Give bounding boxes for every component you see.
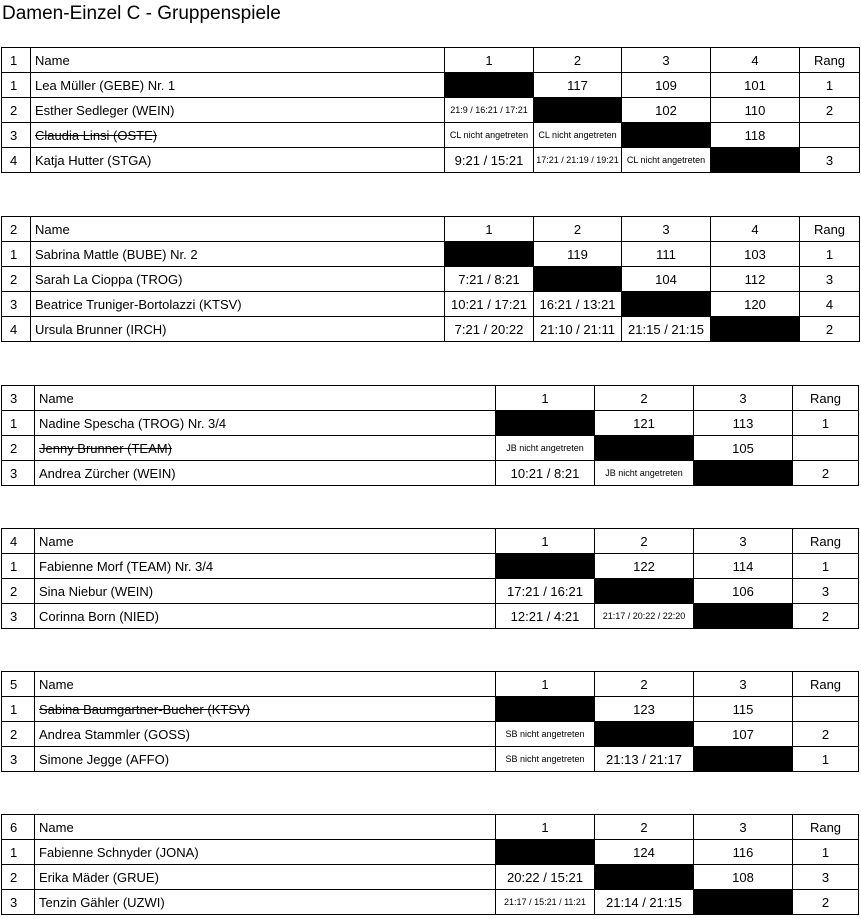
table-row [2,747,859,772]
group-number: 4 [2,529,35,554]
group-table-1 [1,47,860,173]
table-header-row [2,217,860,242]
player-name: Katja Hutter (STGA) [35,152,152,168]
table-row [2,436,859,461]
match-number-cell: 103 [711,242,800,267]
diagonal-blocked-cell [534,267,622,292]
opponent-column-header: 4 [711,217,800,242]
table-row [2,317,860,342]
match-result-cell: CL nicht angetreten [445,123,534,148]
player-number: 1 [2,73,31,98]
rank-column-header: Rang [793,815,859,840]
match-number-cell: 121 [595,411,694,436]
table-row [2,461,859,486]
match-number-cell: 115 [694,697,793,722]
opponent-column-header: 3 [694,386,793,411]
rank-cell: 3 [800,148,860,173]
match-number-cell: 106 [694,579,793,604]
rank-cell: 3 [793,865,859,890]
opponent-column-header: 2 [595,672,694,697]
player-number: 2 [2,267,31,292]
match-result-cell: 21:17 / 15:21 / 11:21 [496,890,595,915]
rank-cell: 1 [800,73,860,98]
group-number: 3 [2,386,35,411]
name-column-header: Name [31,48,445,73]
diagonal-blocked-cell [496,554,595,579]
player-name-withdrawn: Claudia Linsi (OSTE) [35,127,158,143]
player-number: 4 [2,148,31,173]
player-name: Tenzin Gähler (UZWI) [39,894,165,910]
player-name-cell [35,579,496,604]
table-row [2,73,860,98]
match-result-cell: 21:17 / 20:22 / 22:20 [595,604,694,629]
player-name: Ursula Brunner (IRCH) [35,321,167,337]
group-number: 5 [2,672,35,697]
match-number-cell: 111 [622,242,711,267]
group-number: 2 [2,217,31,242]
match-number-cell: 109 [622,73,711,98]
match-number-cell: 122 [595,554,694,579]
diagonal-blocked-cell [445,242,534,267]
player-name-cell [35,411,496,436]
diagonal-blocked-cell [711,148,800,173]
match-number-cell: 120 [711,292,800,317]
opponent-column-header: 1 [496,815,595,840]
player-name-cell [35,436,496,461]
match-number-cell: 105 [694,436,793,461]
diagonal-blocked-cell [534,98,622,123]
rank-cell: 1 [793,840,859,865]
opponent-column-header: 2 [595,815,694,840]
player-name: Beatrice Truniger-Bortolazzi (KTSV) [35,296,242,312]
opponent-column-header: 2 [534,48,622,73]
match-result-cell: 16:21 / 13:21 [534,292,622,317]
table-row [2,554,859,579]
table-row [2,890,859,915]
match-result-cell: SB nicht angetreten [496,722,595,747]
player-name: Sarah La Cioppa (TROG) [35,271,183,287]
table-row [2,98,860,123]
match-result-cell: 10:21 / 17:21 [445,292,534,317]
diagonal-blocked-cell [496,411,595,436]
opponent-column-header: 1 [496,529,595,554]
opponent-column-header: 3 [622,48,711,73]
opponent-column-header: 3 [694,815,793,840]
match-number-cell: 124 [595,840,694,865]
match-number-cell: 108 [694,865,793,890]
diagonal-blocked-cell [595,579,694,604]
player-name: Andrea Stammler (GOSS) [39,726,190,742]
diagonal-blocked-cell [622,123,711,148]
rank-cell: 2 [793,461,859,486]
player-number: 3 [2,461,35,486]
rank-column-header: Rang [800,48,860,73]
player-name-cell [35,722,496,747]
diagonal-blocked-cell [496,840,595,865]
table-header-row [2,386,859,411]
match-result-cell: 21:13 / 21:17 [595,747,694,772]
opponent-column-header: 2 [595,386,694,411]
group-number: 6 [2,815,35,840]
table-row [2,697,859,722]
match-result-cell: 21:14 / 21:15 [595,890,694,915]
match-number-cell: 114 [694,554,793,579]
opponent-column-header: 2 [534,217,622,242]
player-name-cell [35,747,496,772]
page-title: Damen-Einzel C - Gruppenspiele [2,3,281,24]
rank-cell: 1 [793,411,859,436]
match-result-cell: 17:21 / 16:21 [496,579,595,604]
table-header-row [2,48,860,73]
diagonal-blocked-cell [496,697,595,722]
rank-cell: 3 [800,267,860,292]
player-name: Nadine Spescha (TROG) Nr. 3/4 [39,415,227,431]
table-row [2,242,860,267]
rank-column-header: Rang [800,217,860,242]
group-table-3 [1,385,859,486]
player-name: Andrea Zürcher (WEIN) [39,465,176,481]
player-name: Simone Jegge (AFFO) [39,751,170,767]
match-result-cell: CL nicht angetreten [622,148,711,173]
match-result-cell: 7:21 / 20:22 [445,317,534,342]
opponent-column-header: 3 [622,217,711,242]
match-result-cell: JB nicht angetreten [595,461,694,486]
diagonal-blocked-cell [595,722,694,747]
player-number: 2 [2,865,35,890]
match-result-cell: 20:22 / 15:21 [496,865,595,890]
rank-column-header: Rang [793,672,859,697]
match-result-cell: 21:15 / 21:15 [622,317,711,342]
player-name-cell [31,317,445,342]
player-name: Lea Müller (GEBE) Nr. 1 [35,77,176,93]
match-result-cell: 10:21 / 8:21 [496,461,595,486]
rank-cell [800,123,860,148]
rank-cell: 1 [800,242,860,267]
match-number-cell: 110 [711,98,800,123]
player-name-cell [31,267,445,292]
player-name-cell [31,98,445,123]
diagonal-blocked-cell [595,865,694,890]
group-table-4 [1,528,859,629]
group-table-2 [1,216,860,342]
table-header-row [2,672,859,697]
rank-cell: 2 [793,890,859,915]
player-number: 1 [2,840,35,865]
player-number: 3 [2,292,31,317]
player-name: Corinna Born (NIED) [39,608,159,624]
player-name: Sina Niebur (WEIN) [39,583,154,599]
rank-cell: 2 [793,722,859,747]
player-name-cell [31,123,445,148]
match-number-cell: 101 [711,73,800,98]
player-number: 1 [2,697,35,722]
player-number: 2 [2,722,35,747]
diagonal-blocked-cell [694,890,793,915]
player-name-cell [31,73,445,98]
opponent-column-header: 1 [496,386,595,411]
table-row [2,292,860,317]
match-number-cell: 102 [622,98,711,123]
match-result-cell: 21:9 / 16:21 / 17:21 [445,98,534,123]
table-row [2,604,859,629]
match-number-cell: 113 [694,411,793,436]
rank-cell: 1 [793,554,859,579]
table-row [2,148,860,173]
table-row [2,123,860,148]
player-name: Fabienne Morf (TEAM) Nr. 3/4 [39,558,214,574]
rank-column-header: Rang [793,529,859,554]
opponent-column-header: 2 [595,529,694,554]
table-row [2,411,859,436]
table-row [2,865,859,890]
name-column-header: Name [35,386,496,411]
table-row [2,267,860,292]
table-row [2,722,859,747]
group-number: 1 [2,48,31,73]
opponent-column-header: 1 [496,672,595,697]
player-number: 2 [2,436,35,461]
player-name-cell [31,242,445,267]
diagonal-blocked-cell [445,73,534,98]
player-name-cell [35,697,496,722]
match-result-cell: SB nicht angetreten [496,747,595,772]
player-name-cell [31,148,445,173]
table-header-row [2,815,859,840]
name-column-header: Name [35,815,496,840]
match-number-cell: 118 [711,123,800,148]
rank-cell: 3 [793,579,859,604]
match-number-cell: 112 [711,267,800,292]
opponent-column-header: 3 [694,529,793,554]
diagonal-blocked-cell [622,292,711,317]
table-row [2,579,859,604]
match-result-cell: 17:21 / 21:19 / 19:21 [534,148,622,173]
diagonal-blocked-cell [694,747,793,772]
match-number-cell: 117 [534,73,622,98]
diagonal-blocked-cell [694,604,793,629]
player-name: Fabienne Schnyder (JONA) [39,844,199,860]
name-column-header: Name [35,672,496,697]
name-column-header: Name [35,529,496,554]
diagonal-blocked-cell [595,436,694,461]
name-column-header: Name [31,217,445,242]
opponent-column-header: 3 [694,672,793,697]
player-name: Esther Sedleger (WEIN) [35,102,175,118]
match-result-cell: 7:21 / 8:21 [445,267,534,292]
player-number: 1 [2,411,35,436]
player-number: 1 [2,554,35,579]
match-number-cell: 119 [534,242,622,267]
diagonal-blocked-cell [694,461,793,486]
player-number: 3 [2,890,35,915]
rank-cell: 2 [800,98,860,123]
player-number: 3 [2,123,31,148]
opponent-column-header: 1 [445,217,534,242]
opponent-column-header: 1 [445,48,534,73]
player-name-withdrawn: Jenny Brunner (TEAM) [39,440,172,456]
player-number: 2 [2,579,35,604]
player-name: Erika Mäder (GRUE) [39,869,159,885]
match-result-cell: 12:21 / 4:21 [496,604,595,629]
group-table-6 [1,814,859,915]
player-number: 1 [2,242,31,267]
diagonal-blocked-cell [711,317,800,342]
player-name-cell [35,840,496,865]
rank-cell: 2 [800,317,860,342]
table-header-row [2,529,859,554]
rank-cell: 2 [793,604,859,629]
match-result-cell: CL nicht angetreten [534,123,622,148]
player-name-cell [35,604,496,629]
match-number-cell: 116 [694,840,793,865]
player-name-cell [35,865,496,890]
match-number-cell: 123 [595,697,694,722]
match-number-cell: 104 [622,267,711,292]
player-number: 2 [2,98,31,123]
match-result-cell: 21:10 / 21:11 [534,317,622,342]
match-number-cell: 107 [694,722,793,747]
rank-cell: 4 [800,292,860,317]
player-name-cell [35,554,496,579]
group-table-5 [1,671,859,772]
match-result-cell: 9:21 / 15:21 [445,148,534,173]
player-number: 3 [2,747,35,772]
rank-column-header: Rang [793,386,859,411]
player-name-withdrawn: Sabina Baumgartner-Bucher (KTSV) [39,701,250,717]
player-name-cell [31,292,445,317]
player-number: 3 [2,604,35,629]
rank-cell [793,436,859,461]
match-result-cell: JB nicht angetreten [496,436,595,461]
player-name-cell [35,890,496,915]
player-name: Sabrina Mattle (BUBE) Nr. 2 [35,246,198,262]
rank-cell: 1 [793,747,859,772]
rank-cell [793,697,859,722]
opponent-column-header: 4 [711,48,800,73]
table-row [2,840,859,865]
player-number: 4 [2,317,31,342]
player-name-cell [35,461,496,486]
